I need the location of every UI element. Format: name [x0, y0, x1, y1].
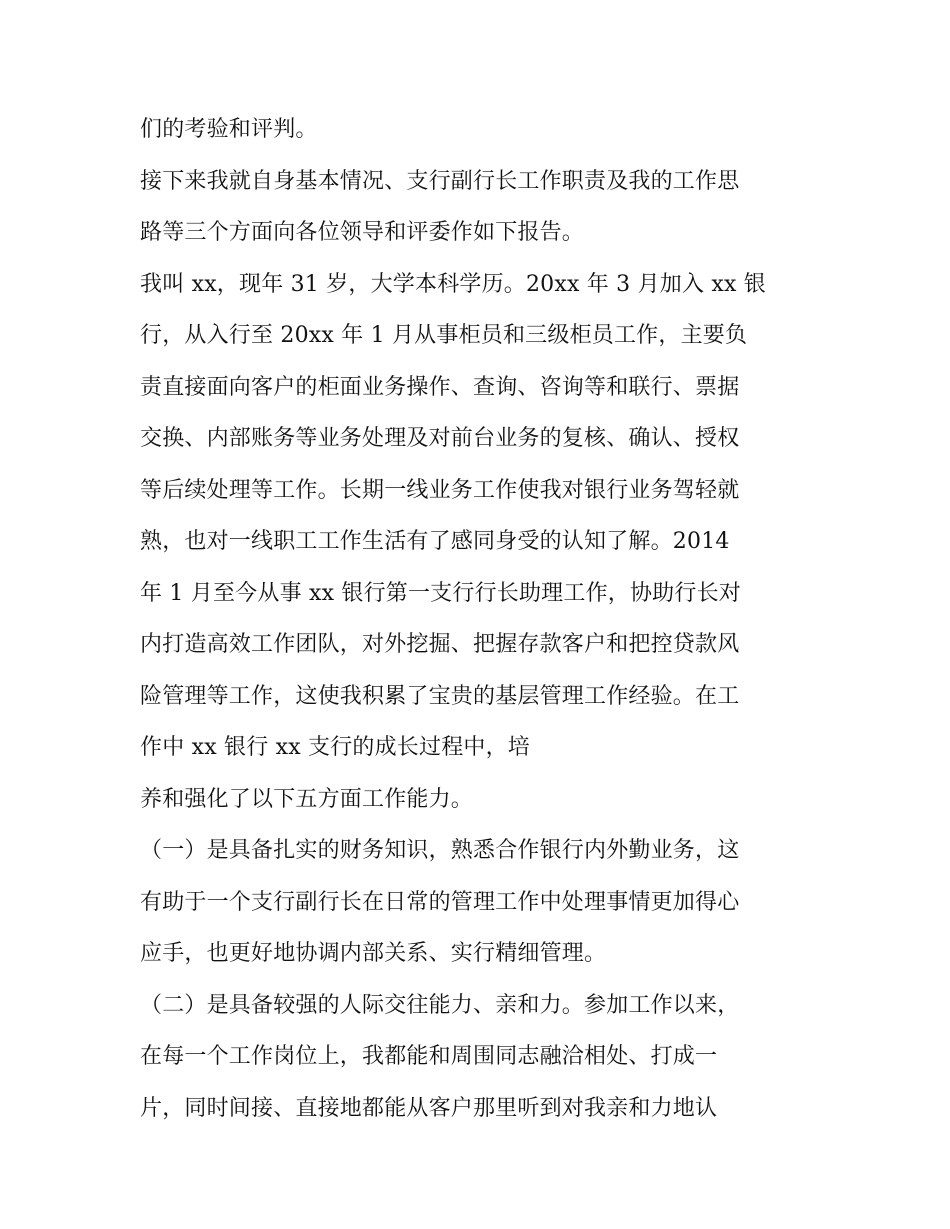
text-line: 路等三个方面向各位领导和评委作如下报告。 [140, 220, 585, 245]
document-body [140, 104, 820, 1134]
text-line: 险管理等工作，这使我积累了宝贵的基层管理工作经验。在工 [140, 683, 740, 709]
text-line: 应手，也更好地协调内部关系、实行精细管理。 [140, 941, 607, 966]
text-line: 责直接面向客户的柜面业务操作、查询、咨询等和联行、票据 [140, 374, 740, 400]
text-line: 行，从入行至 20xx 年 1 月从事柜员和三级柜员工作，主要负 [140, 323, 748, 348]
text-line: 等后续处理等工作。长期一线业务工作使我对银行业务驾轻就 [140, 477, 740, 503]
text-line: 接下来我就自身基本情况、支行副行长工作职责及我的工作思 [140, 168, 740, 194]
text-line: 交换、内部账务等业务处理及对前台业务的复核、确认、授权 [140, 426, 740, 451]
text-line: 养和强化了以下五方面工作能力。 [140, 786, 474, 812]
text-line: （一）是具备扎实的财务知识，熟悉合作银行内外勤业务，这 [140, 838, 740, 863]
text-line: 年 1 月至今从事 xx 银行第一支行行长助理工作，协助行长对 [140, 580, 741, 606]
text-line: 在每一个工作岗位上，我都能和周围同志融洽相处、打成一 [140, 1044, 718, 1069]
text-line: 们的考验和评判。 [140, 117, 318, 142]
text-line: 有助于一个支行副行长在日常的管理工作中处理事情更加得心 [140, 889, 740, 915]
text-line: 我叫 xx，现年 31 岁，大学本科学历。20xx 年 3 月加入 xx 银 [140, 271, 766, 297]
text-line: 作中 xx 银行 xx 支行的成长过程中，培 [140, 735, 531, 760]
text-line: 熟，也对一线职工工作生活有了感同身受的认知了解。2014 [140, 529, 730, 554]
text-line: 内打造高效工作团队，对外挖掘、把握存款客户和把控贷款风 [140, 632, 740, 657]
text-line: 片，同时间接、直接地都能从客户那里听到对我亲和力地认 [140, 1095, 718, 1121]
text-line: （二）是具备较强的人际交往能力、亲和力。参加工作以来， [140, 992, 740, 1018]
